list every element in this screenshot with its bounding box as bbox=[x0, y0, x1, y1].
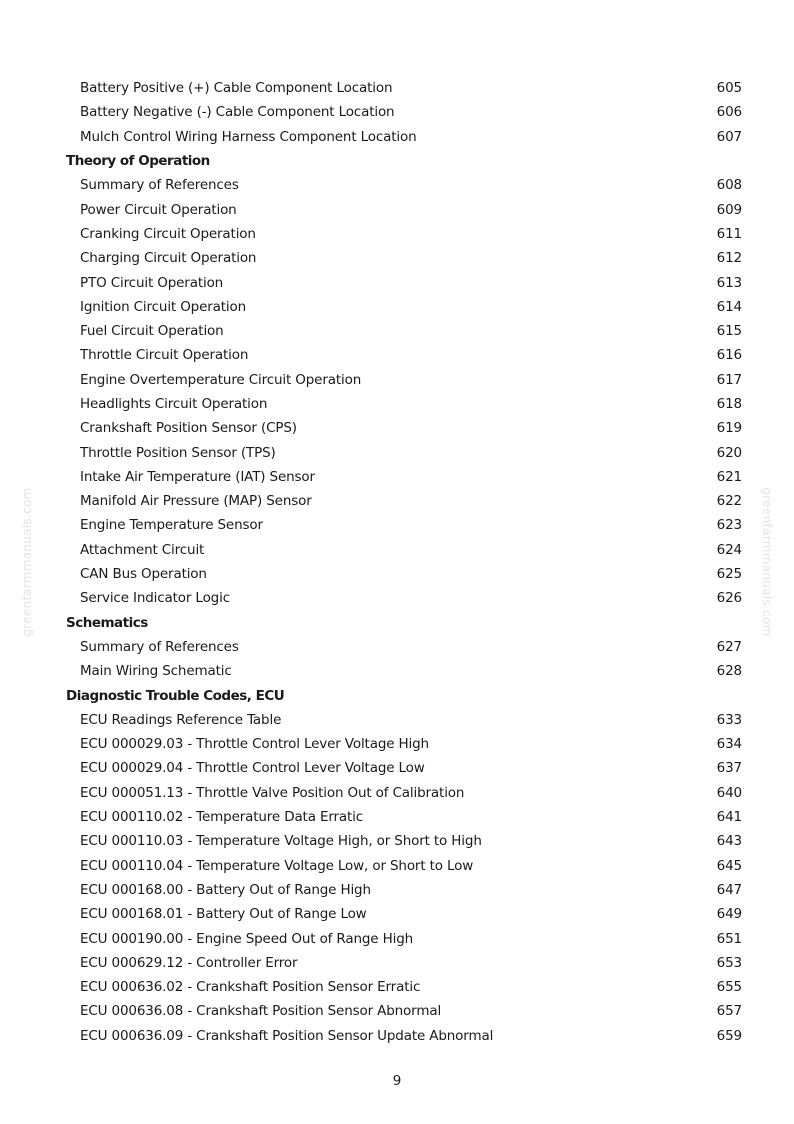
table-of-contents bbox=[66, 76, 742, 1048]
watermark-left: greenfarmmanuals.com bbox=[20, 487, 34, 637]
toc-entry-title: CAN Bus Operation bbox=[80, 566, 207, 583]
toc-entry-title: Mulch Control Wiring Harness Component Location bbox=[80, 128, 417, 145]
toc-entry[interactable] bbox=[66, 368, 742, 392]
toc-entry-page-number: 637 bbox=[716, 760, 742, 777]
toc-entry-title: ECU Readings Reference Table bbox=[80, 711, 282, 728]
toc-entry-title: Engine Temperature Sensor bbox=[80, 517, 263, 534]
toc-entry[interactable] bbox=[66, 465, 742, 489]
toc-entry-title: Headlights Circuit Operation bbox=[80, 396, 268, 412]
toc-entry-title: ECU 000168.01 - Battery Out of Range Low bbox=[80, 906, 367, 923]
toc-entry-page-number: 620 bbox=[716, 444, 742, 461]
toc-entry[interactable] bbox=[66, 781, 742, 805]
toc-entry[interactable] bbox=[66, 173, 742, 197]
toc-entry[interactable] bbox=[66, 295, 742, 319]
toc-entry-title: Main Wiring Schematic bbox=[80, 663, 232, 680]
toc-entry[interactable] bbox=[66, 635, 742, 659]
toc-entry-page-number: 607 bbox=[716, 128, 742, 145]
toc-entry-page-number: 611 bbox=[716, 225, 742, 242]
toc-entry[interactable] bbox=[66, 538, 742, 562]
toc-entry-title: Service Indicator Logic bbox=[80, 590, 230, 607]
toc-entry-page-number: 622 bbox=[716, 493, 742, 510]
toc-entry-page-number: 606 bbox=[716, 104, 742, 121]
toc-entry-title: ECU 000051.13 - Throttle Valve Position Out of Calibration bbox=[80, 784, 465, 801]
toc-entry-title: Manifold Air Pressure (MAP) Sensor bbox=[80, 493, 312, 510]
toc-entry-page-number: 623 bbox=[716, 517, 742, 534]
toc-entry[interactable] bbox=[66, 708, 742, 732]
toc-section-heading[interactable]: Theory of Operation bbox=[66, 153, 210, 170]
toc-entry-page-number: 647 bbox=[716, 881, 742, 898]
toc-entry-title: Engine Overtemperature Circuit Operation bbox=[80, 371, 362, 388]
toc-entry-title: ECU 000636.09 - Crankshaft Position Sensor Update Abnormal bbox=[80, 1027, 494, 1044]
toc-entry-title: Summary of References bbox=[80, 177, 239, 194]
toc-entry[interactable] bbox=[66, 392, 742, 416]
toc-entry-title: Power Circuit Operation bbox=[80, 201, 237, 218]
toc-entry-title: Charging Circuit Operation bbox=[80, 250, 257, 267]
toc-entry[interactable] bbox=[66, 586, 742, 610]
toc-entry-page-number: 649 bbox=[716, 906, 742, 923]
toc-entry-page-number: 625 bbox=[716, 566, 742, 583]
toc-entry-title: Throttle Circuit Operation bbox=[80, 347, 249, 364]
toc-entry[interactable] bbox=[66, 999, 742, 1023]
toc-entry[interactable] bbox=[66, 513, 742, 537]
toc-entry[interactable] bbox=[66, 878, 742, 902]
toc-entry[interactable] bbox=[66, 100, 742, 124]
toc-entry[interactable] bbox=[66, 270, 742, 294]
toc-entry-page-number: 613 bbox=[716, 274, 742, 291]
toc-entry-page-number: 627 bbox=[716, 638, 742, 655]
toc-entry[interactable] bbox=[66, 829, 742, 853]
toc-entry[interactable] bbox=[66, 562, 742, 586]
toc-section-heading[interactable]: Diagnostic Trouble Codes, ECU bbox=[66, 687, 285, 704]
toc-entry-title: Battery Negative (-) Cable Component Location bbox=[80, 104, 395, 121]
toc-entry-page-number: 618 bbox=[716, 396, 742, 412]
toc-entry-title: ECU 000110.02 - Temperature Data Erratic bbox=[80, 809, 364, 826]
toc-entry[interactable] bbox=[66, 246, 742, 270]
toc-entry-title: ECU 000029.03 - Throttle Control Lever Voltage High bbox=[80, 736, 429, 753]
toc-entry-title: Fuel Circuit Operation bbox=[80, 323, 224, 340]
toc-entry-page-number: 633 bbox=[716, 711, 742, 728]
toc-entry-page-number: 655 bbox=[716, 979, 742, 996]
toc-entry-title: ECU 000029.04 - Throttle Control Lever Voltage Low bbox=[80, 760, 425, 777]
toc-entry-title: PTO Circuit Operation bbox=[80, 274, 224, 291]
toc-entry-page-number: 605 bbox=[716, 80, 742, 97]
toc-entry-page-number: 616 bbox=[716, 347, 742, 364]
toc-entry[interactable] bbox=[66, 125, 742, 149]
page-number: 9 bbox=[392, 1073, 402, 1089]
toc-section-heading[interactable]: Schematics bbox=[66, 614, 148, 631]
toc-entry-page-number: 659 bbox=[716, 1027, 742, 1044]
toc-entry-page-number: 657 bbox=[716, 1003, 742, 1020]
toc-entry-title: Attachment Circuit bbox=[80, 541, 205, 558]
toc-entry-page-number: 612 bbox=[716, 250, 742, 267]
toc-entry-page-number: 651 bbox=[716, 930, 742, 947]
toc-entry-page-number: 640 bbox=[716, 784, 742, 801]
toc-entry-title: Intake Air Temperature (IAT) Sensor bbox=[80, 468, 315, 485]
toc-entry-page-number: 643 bbox=[716, 833, 742, 850]
toc-entry-page-number: 617 bbox=[716, 371, 742, 388]
toc-entry-title: ECU 000190.00 - Engine Speed Out of Range High bbox=[80, 930, 414, 947]
toc-entry[interactable] bbox=[66, 926, 742, 950]
toc-entry-title: ECU 000629.12 - Controller Error bbox=[80, 954, 298, 971]
toc-entry[interactable] bbox=[66, 222, 742, 246]
toc-entry[interactable] bbox=[66, 343, 742, 367]
toc-entry[interactable] bbox=[66, 197, 742, 221]
toc-entry[interactable] bbox=[66, 1024, 742, 1048]
toc-entry[interactable] bbox=[66, 76, 742, 100]
toc-entry[interactable] bbox=[66, 732, 742, 756]
toc-entry[interactable] bbox=[66, 805, 742, 829]
toc-entry[interactable] bbox=[66, 975, 742, 999]
toc-entry-page-number: 624 bbox=[716, 541, 742, 558]
toc-entry-title: ECU 000110.04 - Temperature Voltage Low, or Short to Low bbox=[80, 857, 474, 874]
toc-entry-title: ECU 000168.00 - Battery Out of Range High bbox=[80, 881, 371, 898]
toc-entry-page-number: 608 bbox=[716, 177, 742, 194]
toc-entry-title: ECU 000636.02 - Crankshaft Position Sensor Erratic bbox=[80, 979, 421, 996]
toc-entry-title: Throttle Position Sensor (TPS) bbox=[80, 444, 276, 461]
toc-entry-page-number: 653 bbox=[716, 954, 742, 971]
toc-entry-page-number: 641 bbox=[716, 809, 742, 826]
toc-entry[interactable] bbox=[66, 489, 742, 513]
toc-entry-title: Ignition Circuit Operation bbox=[80, 298, 247, 315]
toc-entry-title: Cranking Circuit Operation bbox=[80, 225, 256, 242]
toc-entry-title: Summary of References bbox=[80, 638, 239, 655]
toc-entry[interactable] bbox=[66, 319, 742, 343]
toc-entry[interactable] bbox=[66, 416, 742, 440]
watermark-right: greenfarmmanuals.com bbox=[760, 487, 774, 637]
toc-entry-page-number: 626 bbox=[716, 590, 742, 607]
toc-entry-page-number: 621 bbox=[716, 468, 742, 485]
toc-entry-page-number: 619 bbox=[716, 420, 742, 437]
toc-entry-title: Crankshaft Position Sensor (CPS) bbox=[80, 420, 297, 437]
toc-entry-page-number: 645 bbox=[716, 857, 742, 874]
toc-entry[interactable] bbox=[66, 951, 742, 975]
toc-entry-page-number: 614 bbox=[716, 298, 742, 315]
toc-entry[interactable] bbox=[66, 756, 742, 780]
toc-entry-title: Battery Positive (+) Cable Component Location bbox=[80, 80, 393, 97]
toc-entry-page-number: 609 bbox=[716, 201, 742, 218]
toc-entry-title: ECU 000110.03 - Temperature Voltage High, or Short to High bbox=[80, 833, 482, 850]
toc-entry-title: ECU 000636.08 - Crankshaft Position Sensor Abnormal bbox=[80, 1003, 442, 1020]
toc-entry[interactable] bbox=[66, 659, 742, 683]
toc-entry[interactable] bbox=[66, 854, 742, 878]
toc-entry-page-number: 634 bbox=[716, 736, 742, 753]
toc-entry-page-number: 615 bbox=[716, 323, 742, 340]
toc-entry[interactable] bbox=[66, 902, 742, 926]
toc-entry-page-number: 628 bbox=[716, 663, 742, 680]
toc-entry[interactable] bbox=[66, 440, 742, 464]
